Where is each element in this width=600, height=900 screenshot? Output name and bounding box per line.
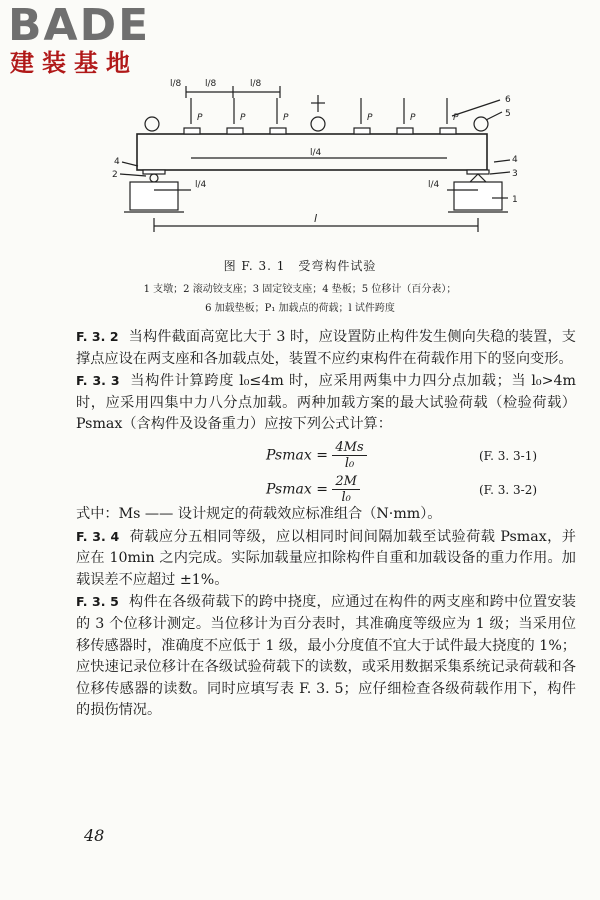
- dim-label-eighth-c: l/8: [250, 79, 262, 89]
- load-arrows: [191, 98, 447, 124]
- page-number: 48: [84, 826, 105, 845]
- clause-number: F. 3. 5: [76, 594, 119, 610]
- clause-text: 构件在各级荷载下的跨中挠度，应通过在构件的两支座和跨中位置安装的 3 个位移计测定。当位移计为百分表时，其准确度等级应为 1 级；当采用位移传感器时，准确度不应低于 1 级，最小分度值不宜大于试件最大挠度的 1%；应快速记录位移计在各级试验荷载下的读数，或采用数据采集系统记录荷载和各位移传感器的读数。同时应填写表 F. 3. 5；应仔细检查各级荷载作用下，构件的损伤情况。: [76, 594, 576, 719]
- svg-text:P: P: [283, 113, 289, 123]
- logo-subtitle: 建装基地: [10, 49, 138, 77]
- equation-tag: (F. 3. 3-2): [479, 482, 538, 497]
- svg-text:P: P: [367, 113, 373, 123]
- svg-text:P: P: [410, 113, 416, 123]
- equation-f333-1: Psmax = $\frac{4Ms}{\text{l₀}}$ (F. 3. 3-1): [266, 439, 538, 471]
- clause-text: 荷载应分五相同等级，应以相同时间间隔加载至试验荷载 Psmax，并应在 10min 之内完成。实际加载量应扣除构件自重和加载设备的重力作用。加载误差不应超过 ±1%。: [76, 528, 576, 588]
- logo-wordmark: BADE: [8, 0, 151, 51]
- support-right: [448, 170, 508, 212]
- svg-text:P: P: [240, 113, 246, 123]
- svg-text:P: P: [197, 113, 203, 123]
- clause-number: F. 3. 4: [76, 528, 120, 544]
- svg-text:P: P: [453, 113, 459, 123]
- clause-number: F. 3. 3: [76, 373, 120, 389]
- load-labels: [197, 113, 459, 123]
- clause-f334: [76, 526, 576, 592]
- figure-legend-line-2: 6 加载垫板；P₁ 加载点的荷载；l 试件跨度: [205, 303, 395, 314]
- dim-label-quarter-mid: l/4: [310, 148, 322, 158]
- support-left: [124, 170, 184, 212]
- clause-text: 当构件截面高宽比大于 3 时，应设置防止构件发生侧向失稳的装置，支撑点应设在两支座和各加载点处，装置不应约束构件在荷载作用下的竖向变形。: [76, 329, 576, 367]
- equation-where-note: 式中：Ms —— 设计规定的荷载效应标准组合（N·mm）。: [76, 505, 442, 522]
- callout-5: 5: [505, 109, 511, 119]
- clause-f332: [76, 326, 576, 370]
- callout-4-left: 4: [114, 157, 120, 167]
- dim-label-eighth-b: l/8: [205, 79, 217, 89]
- bending-test-figure: [0, 0, 600, 250]
- callout-2: 2: [112, 170, 118, 180]
- clause-f333: [76, 370, 576, 436]
- callout-1: 1: [512, 195, 518, 205]
- callout-4-right: 4: [512, 155, 518, 165]
- equation-f333-2: Psmax = $\frac{2M}{\text{l₀}}$ (F. 3. 3-2): [266, 473, 538, 505]
- dial-gauge-right: [474, 117, 488, 131]
- figure-caption: 图 F. 3. 1 受弯构件试验: [223, 259, 377, 273]
- dim-label-quarter-left: l/4: [195, 180, 207, 190]
- clause-text: 当构件计算跨度 l₀≤4m 时，应采用两集中力四分点加载；当 l₀>4m 时，应采用四集中力八分点加载。两种加载方案的最大试验荷载（检验荷载）Psmax（含构件及设备重力）应按下列公式计算：: [76, 373, 576, 433]
- clause-f335: [76, 591, 576, 722]
- dim-label-eighth-a: l/8: [170, 79, 182, 89]
- dim-label-span: l: [314, 212, 318, 225]
- equation-tag: (F. 3. 3-1): [479, 448, 538, 463]
- clause-body: [76, 326, 576, 722]
- dial-gauge-mid: [311, 117, 325, 131]
- callout-6: 6: [505, 95, 511, 105]
- callout-3: 3: [512, 169, 518, 179]
- figure-legend-line-1: 1 支墩；2 滚动铰支座；3 固定铰支座；4 垫板；5 位移计（百分表）；: [143, 284, 457, 295]
- clause-number: F. 3. 2: [76, 329, 119, 344]
- dim-label-quarter-right: l/4: [428, 180, 440, 190]
- dial-gauge-left: [145, 117, 159, 131]
